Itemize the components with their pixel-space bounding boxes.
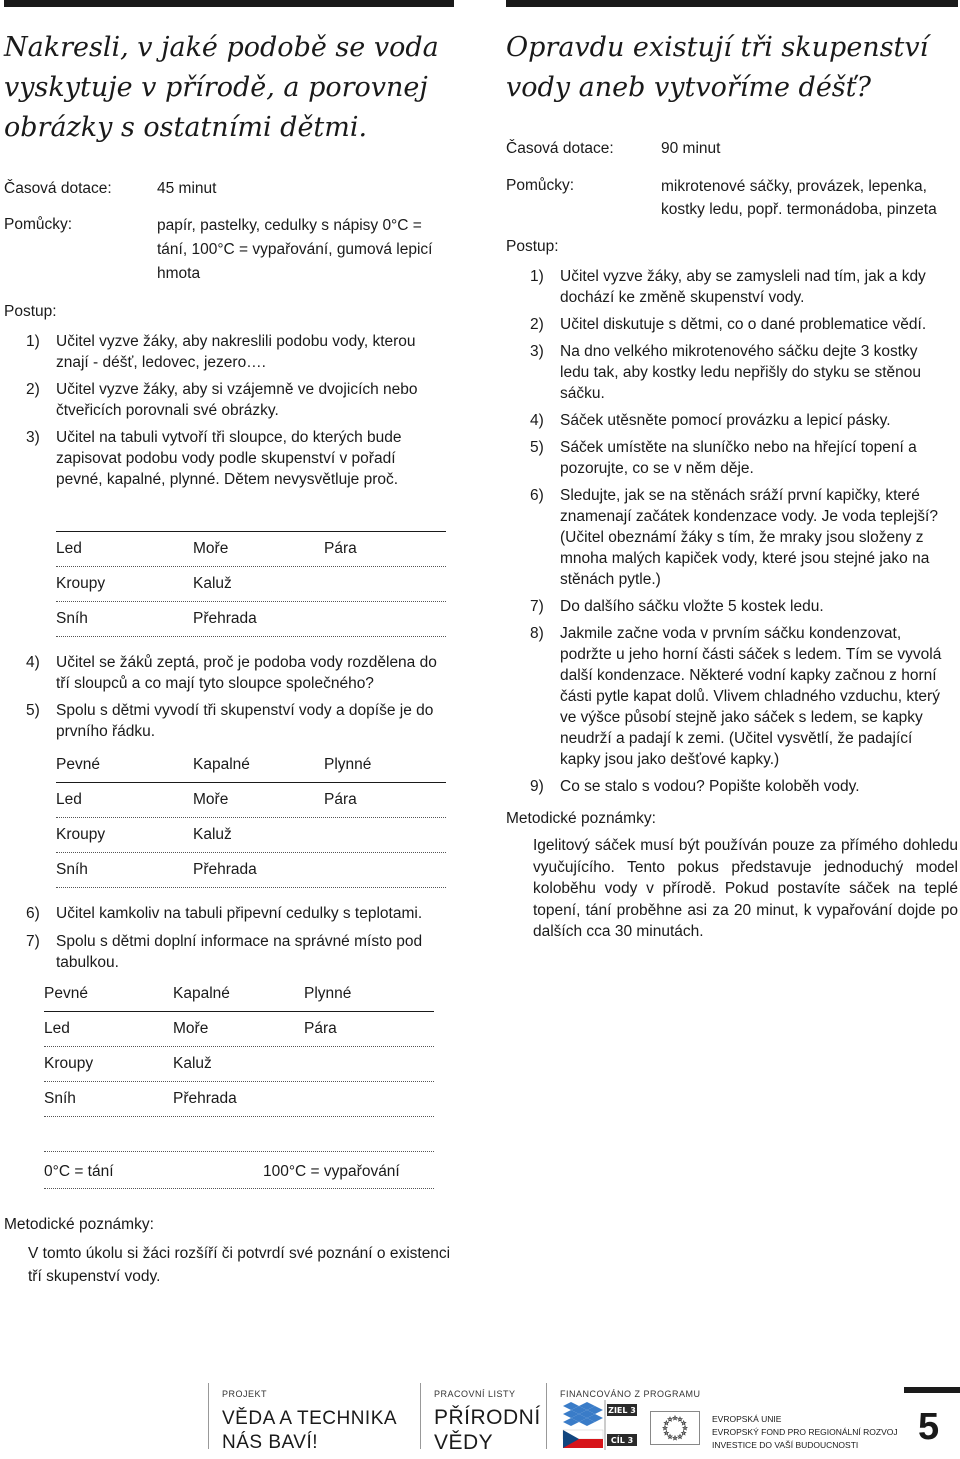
table-header: Plynné — [324, 756, 372, 773]
step-number: 7) — [26, 933, 40, 950]
left-title-line: Nakresli, v jaké podobě se voda — [4, 32, 439, 63]
list-item — [26, 700, 456, 742]
table-row — [56, 602, 446, 637]
text-line: ledu tak, aby kostky ledu nepřišly do styku se stěnou — [560, 364, 922, 381]
list-item — [26, 903, 456, 924]
table-header-row — [56, 748, 446, 783]
text-line: ve výšce působí stejně jako sáček s ledem, se kapky — [560, 709, 923, 726]
list-item — [530, 314, 958, 335]
right-top-rule — [506, 0, 958, 7]
logo-text-top: ZIEL 3 — [608, 1406, 636, 1415]
table-row — [56, 818, 446, 853]
eu-star — [673, 1416, 677, 1420]
eu-star-ring — [663, 1416, 687, 1440]
right-tools-label: Pomůcky: — [506, 177, 575, 194]
text-line: PŘÍRODNÍ — [434, 1406, 541, 1429]
left-title — [4, 28, 454, 148]
list-item — [26, 652, 456, 694]
left-notes-label: Metodické poznámky: — [4, 1216, 154, 1233]
left-procedure-label: Postup: — [4, 303, 57, 320]
step-number: 4) — [530, 412, 544, 429]
text-line: pevné, kapalné, plynné. Dětem nevysvětluje proč. — [56, 471, 399, 488]
list-item — [26, 427, 456, 490]
table-cell: Kaluž — [173, 1055, 212, 1072]
table-cell: Moře — [173, 1020, 209, 1037]
list-item — [530, 485, 958, 590]
left-title-line: obrázky s ostatními dětmi. — [4, 112, 368, 143]
text-line: části pytle kapat dolů. Vlivem chladného vzduchu, který — [560, 688, 940, 705]
text-line: Spolu s dětmi doplní informace na správné místo pod — [56, 933, 423, 950]
text-line: podržte u jeho horní části sáček s ledem. Tím se vyvolá — [560, 646, 942, 663]
table-cell: Kaluž — [193, 826, 232, 843]
table-row — [56, 567, 446, 602]
text-line: kapky jsou jako dešťové kapky.) — [560, 751, 780, 768]
text-line: NÁS BAVÍ! — [222, 1432, 319, 1453]
left-steps-c — [26, 903, 456, 981]
table-row — [44, 1117, 434, 1152]
text-line: tabulkou. — [56, 954, 119, 971]
text-line: Učitel se žáků zeptá, proč je podoba vody rozdělena do — [56, 654, 437, 671]
table-row — [56, 532, 446, 567]
list-item — [26, 379, 456, 421]
right-time-label: Časová dotace: — [506, 140, 614, 157]
eu-star — [682, 1431, 686, 1435]
table-cell: Led — [56, 540, 82, 557]
list-item — [530, 341, 958, 404]
right-procedure-label: Postup: — [506, 238, 559, 255]
eu-star — [673, 1436, 677, 1440]
step-number: 3) — [26, 429, 40, 446]
table-header: Pevné — [56, 756, 100, 773]
left-steps-a — [26, 331, 456, 498]
text-line: kostky ledu, popř. termonádoba, pinzeta — [661, 201, 937, 218]
step-number: 1) — [530, 268, 544, 285]
table-cell: Pára — [324, 540, 357, 557]
page-number-rule — [904, 1387, 960, 1393]
temperature-row — [44, 1152, 434, 1189]
list-item — [530, 266, 958, 308]
table-cell: Sníh — [44, 1090, 76, 1107]
list-item — [530, 437, 958, 479]
text-line: neudrží a padají k zemi. (Učitel vysvětlí, že padající — [560, 730, 913, 747]
text-line: Učitel na tabuli vytvoří tři sloupce, do kterých bude — [56, 429, 402, 446]
left-notes-text — [28, 1242, 458, 1288]
text-line: Spolu s dětmi vyvodí tři skupenství vody a dopíše je do — [56, 702, 434, 719]
step-number: 5) — [530, 439, 544, 456]
table-row — [44, 1012, 434, 1047]
left-tools-label: Pomůcky: — [4, 216, 73, 233]
text-line: tří sloupců a co mají tyto sloupce společného? — [56, 675, 374, 692]
text-line: EVROPSKÁ UNIE — [712, 1414, 782, 1424]
eu-star — [663, 1426, 667, 1430]
text-line: V tomto úkolu si žáci rozšíří či potvrdí své poznání o existenci — [28, 1245, 451, 1262]
logo-text-bottom: CÍL 3 — [610, 1436, 634, 1445]
text-line: INVESTICE DO VAŠÍ BUDOUCNOSTI — [712, 1440, 859, 1450]
text-line: Co se stalo s vodou? Popište koloběh vody. — [560, 778, 860, 795]
text-line: Sáček umístěte na sluníčko nebo na hřející topení a — [560, 439, 917, 456]
table-cell: Pára — [304, 1020, 337, 1037]
text-line: stěnách pytle.) — [560, 571, 661, 588]
eu-stars-icon — [651, 1412, 699, 1444]
text-line: EVROPSKÝ FOND PRO REGIONÁLNÍ ROZVOJ — [712, 1427, 898, 1437]
footer — [0, 1375, 960, 1459]
list-item — [530, 410, 958, 431]
step-number: 2) — [26, 381, 40, 398]
table-cell: Moře — [193, 540, 229, 557]
table-cell: Přehrada — [193, 861, 257, 878]
text-line: znají - déšť, ledovec, jezero…. — [56, 354, 266, 371]
eu-star — [678, 1435, 682, 1439]
text-line: (Učitel obeznámí žáky s tím, že mraky jsou složeny z — [560, 529, 924, 546]
table-header-row — [44, 977, 434, 1012]
table-header: Pevné — [44, 985, 88, 1002]
step-number: 3) — [530, 343, 544, 360]
left-top-rule — [4, 0, 454, 7]
temperature-label: 0°C = tání — [44, 1163, 114, 1180]
table-cell: Kroupy — [56, 575, 106, 592]
text-line: znamenají začátek kondenzace vody. Je voda teplejší? — [560, 508, 938, 525]
eu-star — [668, 1435, 672, 1439]
footer-divider — [546, 1383, 547, 1449]
footer-divider — [208, 1383, 209, 1449]
step-number: 6) — [530, 487, 544, 504]
project-name — [222, 1407, 397, 1455]
right-time-value: 90 minut — [661, 140, 721, 157]
text-line: tání, 100°C = vypařování, gumová lepicí — [157, 241, 433, 258]
eu-star — [668, 1417, 672, 1421]
step-number: 7) — [530, 598, 544, 615]
text-line: Do dalšího sáčku vložte 5 kostek ledu. — [560, 598, 824, 615]
text-line: Učitel vyzve žáky, aby se zamysleli nad tím, jak a kdy — [560, 268, 926, 285]
table-cell: Kroupy — [56, 826, 106, 843]
text-line: dochází ke změně skupenství vody. — [560, 289, 805, 306]
footer-divider — [420, 1383, 421, 1449]
text-line: sáčku. — [560, 385, 605, 402]
table-header: Plynné — [304, 985, 352, 1002]
left-time-value: 45 minut — [157, 180, 217, 197]
step-number: 6) — [26, 905, 40, 922]
right-tools-value — [661, 175, 958, 221]
eu-flag — [650, 1411, 700, 1445]
project-label: PROJEKT — [222, 1389, 268, 1399]
left-tools-value — [157, 214, 457, 286]
step-number: 2) — [530, 316, 544, 333]
text-line: zapisovat podobu vody podle skupenství v pořadí — [56, 450, 396, 467]
table-cell: Kaluž — [193, 575, 232, 592]
eu-star — [678, 1417, 682, 1421]
table-row — [44, 1082, 434, 1117]
left-time-label: Časová dotace: — [4, 180, 112, 197]
text-line: Učitel vyzve žáky, aby si vzájemně ve dvojicích nebo — [56, 381, 418, 398]
left-title-line: vyskytuje v přírodě, a porovnej — [4, 72, 428, 103]
water-table-1 — [56, 531, 446, 637]
text-line: Sáček utěsněte pomocí provázku a lepicí pásky. — [560, 412, 891, 429]
text-line: Na dno velkého mikrotenového sáčku dejte 3 kostky — [560, 343, 918, 360]
table-header: Kapalné — [193, 756, 250, 773]
temperature-label: 100°C = vypařování — [263, 1163, 400, 1180]
text-line: Jakmile začne voda v prvním sáčku kondenzovat, — [560, 625, 902, 642]
step-number: 1) — [26, 333, 40, 350]
list-item — [26, 331, 456, 373]
water-table-3 — [44, 977, 434, 1189]
table-cell: Sníh — [56, 610, 88, 627]
table-cell: Led — [56, 791, 82, 808]
eu-text — [712, 1413, 898, 1452]
text-line: další kondenzace. Některé vodní kapky začnou z horní — [560, 667, 937, 684]
sheets-label: PRACOVNÍ LISTY — [434, 1389, 516, 1399]
right-title — [506, 28, 958, 108]
text-line: mnoha malých kapiček vody, které jsou stejné jako na — [560, 550, 930, 567]
text-line: hmota — [157, 265, 201, 282]
text-line: Učitel vyzve žáky, aby nakreslili podobu vody, kterou — [56, 333, 416, 350]
text-line: papír, pastelky, cedulky s nápisy 0°C = — [157, 217, 422, 234]
text-line: mikrotenové sáčky, provázek, lepenka, — [661, 178, 927, 195]
text-line: VĚDA A TECHNIKA — [222, 1408, 398, 1429]
table-cell: Přehrada — [173, 1090, 237, 1107]
right-steps — [530, 266, 958, 805]
table-cell: Kroupy — [44, 1055, 94, 1072]
text-line: Sledujte, jak se na stěnách sráží první kapičky, které — [560, 487, 920, 504]
table-row — [56, 783, 446, 818]
table-row — [56, 853, 446, 888]
right-notes-label: Metodické poznámky: — [506, 810, 656, 827]
funding-label: FINANCOVÁNO Z PROGRAMU — [560, 1389, 701, 1399]
eu-star — [664, 1421, 668, 1425]
list-item — [530, 776, 958, 797]
list-item — [530, 623, 958, 770]
text-line: prvního řádku. — [56, 723, 156, 740]
table-cell: Sníh — [56, 861, 88, 878]
cil3-ziel3-logo — [561, 1400, 639, 1450]
list-item — [530, 596, 958, 617]
page-number: 5 — [918, 1406, 940, 1448]
step-number: 5) — [26, 702, 40, 719]
table-cell: Moře — [193, 791, 229, 808]
text-line: pozorujte, co se v něm děje. — [560, 460, 754, 477]
eu-star — [682, 1421, 686, 1425]
right-notes-text: Igelitový sáček musí být používán pouze za přímého dohledu vyučujícího. Tento pokus představuje jednoduchý model koloběhu vody v přírodě. Pokud postavíte sáček na teplé topení, tání proběhne asi za 20 minut, k vypařování dojde po dalších cca 30 minutách. — [533, 837, 958, 940]
text-line: Učitel kamkoliv na tabuli připevní cedulky s teplotami. — [56, 905, 423, 922]
table-cell: Přehrada — [193, 610, 257, 627]
text-line: tří skupenství vody. — [28, 1268, 161, 1285]
czech-flag — [563, 1430, 603, 1448]
list-item — [26, 931, 456, 973]
text-line: VĚDY — [434, 1431, 494, 1454]
table-row — [44, 1047, 434, 1082]
table-cell: Pára — [324, 791, 357, 808]
right-title-line: Opravdu existují tři skupenství — [506, 32, 929, 63]
step-number: 4) — [26, 654, 40, 671]
sheets-name — [434, 1405, 541, 1455]
step-number: 9) — [530, 778, 544, 795]
right-title-line: vody aneb vytvoříme déšť? — [506, 72, 871, 103]
step-number: 8) — [530, 625, 544, 642]
left-steps-b — [26, 652, 456, 750]
text-line: čtveřicích porovnali své obrázky. — [56, 402, 279, 419]
table-header: Kapalné — [173, 985, 230, 1002]
cil3-ziel3-logo-graphic — [561, 1400, 639, 1450]
table-cell: Led — [44, 1020, 70, 1037]
page-number-box — [904, 1385, 960, 1459]
eu-star — [683, 1426, 687, 1430]
text-line: Učitel diskutuje s dětmi, co o dané problematice vědí. — [560, 316, 927, 333]
eu-star — [664, 1431, 668, 1435]
water-table-2 — [56, 748, 446, 888]
